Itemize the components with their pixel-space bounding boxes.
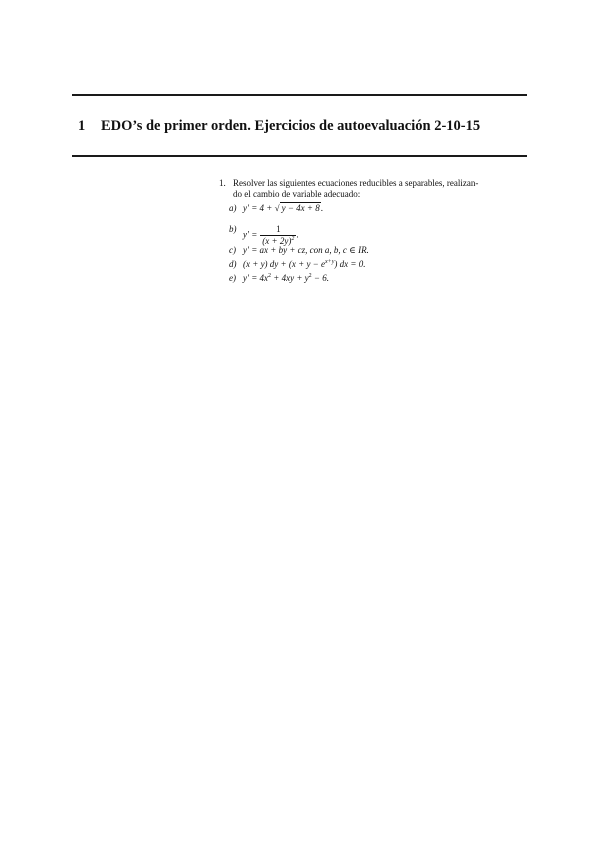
equation-b xyxy=(243,224,299,247)
denominator-exponent: 2 xyxy=(291,236,295,242)
equation-pre: y′ = 4x xyxy=(243,273,269,283)
equation-item-b xyxy=(219,218,531,246)
equation-item-e xyxy=(219,273,531,284)
radicand: y − 4x + 8 xyxy=(281,203,320,213)
section-title: EDO’s de primer orden. Ejercicios de autoevaluación 2-10-15 xyxy=(101,118,481,134)
radical-sign-icon: √ xyxy=(274,203,280,213)
equation-post: ) dx = 0. xyxy=(334,259,366,269)
equation-mid: + 4xy + y xyxy=(271,273,309,283)
equation-post: − 6. xyxy=(311,273,329,283)
item-label: a) xyxy=(229,203,237,213)
equation-item-a xyxy=(219,203,531,214)
equation-lhs: y′ = 4 + xyxy=(243,203,275,213)
equation-item-c xyxy=(219,245,531,256)
exponent-2: 2 xyxy=(308,273,312,279)
equation-lhs: y′ = xyxy=(243,229,258,240)
top-rule xyxy=(72,94,527,96)
equation-tail: . xyxy=(320,203,323,213)
fraction xyxy=(260,224,299,247)
section-heading xyxy=(78,118,538,135)
equation-pre: (x + y) dy + (x + y − e xyxy=(243,259,326,269)
exponent: x+y xyxy=(325,259,335,265)
exponent-1: 2 xyxy=(268,273,272,279)
bottom-rule xyxy=(72,155,527,157)
equation-tail: . xyxy=(296,229,299,240)
square-root xyxy=(275,203,321,214)
equation-list xyxy=(219,203,531,284)
denominator-base: (x + 2y) xyxy=(262,236,292,246)
item-label: e) xyxy=(229,273,236,283)
item-label: c) xyxy=(229,245,236,255)
prompt-line-1: Resolver las siguientes ecuaciones reducibles a separables, realizan- xyxy=(233,178,479,188)
equation-item-d xyxy=(219,259,531,270)
equation-text: y′ = ax + by + cz, con a, b, c ∈ IR. xyxy=(243,245,369,255)
prompt-line-2: do el cambio de variable adecuado: xyxy=(233,189,361,199)
exercise-prompt xyxy=(219,178,531,200)
exercise-number: 1. xyxy=(219,178,226,188)
fraction-numerator: 1 xyxy=(276,224,281,234)
item-label: b) xyxy=(229,224,237,234)
item-label: d) xyxy=(229,259,237,269)
exercise-1 xyxy=(219,178,531,284)
section-number: 1 xyxy=(78,118,86,134)
